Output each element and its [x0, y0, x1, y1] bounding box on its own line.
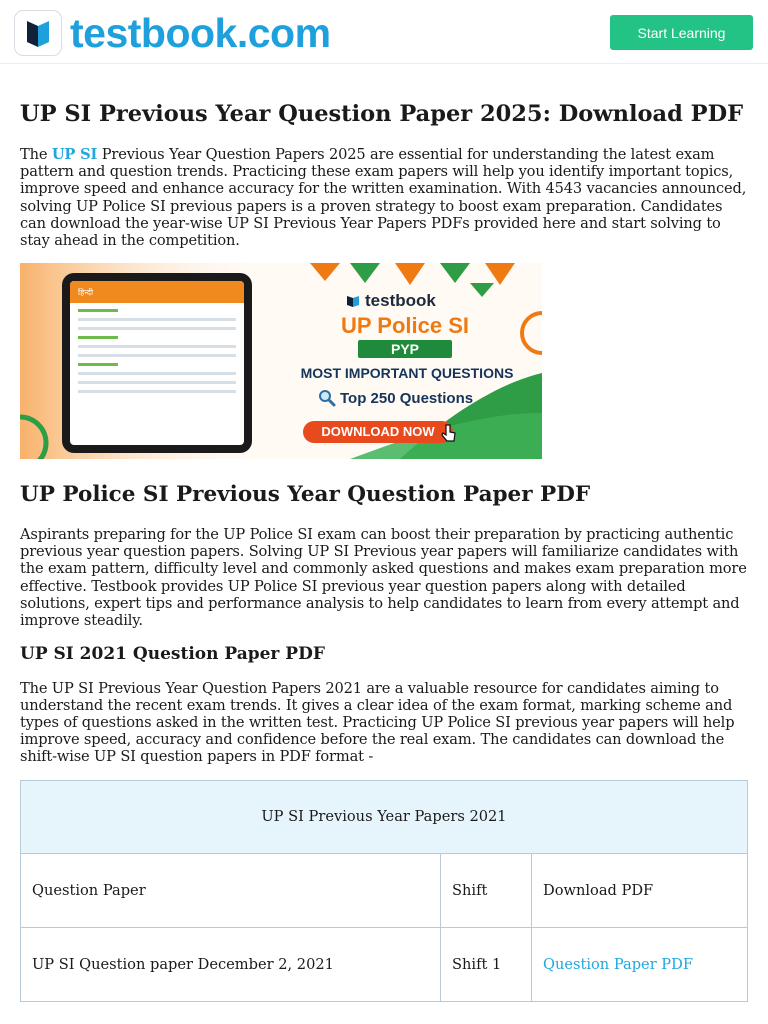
screen-line	[78, 327, 236, 330]
screen-line	[78, 372, 236, 375]
magnifier-icon	[318, 389, 336, 407]
screen-line	[78, 309, 118, 312]
intro-text: Previous Year Question Papers 2025 are essential for understanding the latest exam pattern and question trends. Practicing these exam papers will help you identify important topics, improve speed and enhance accuracy for the written examination. With 4543 vacancies announced, solving UP Police SI previous papers is a proven strategy to boost exam preparation. Candidates can download the year-wise UP SI Previous Year Papers PDFs provided here and start solving to stay ahead in the competition.	[20, 146, 747, 250]
table-header-row	[21, 853, 748, 927]
banner-pyp-badge: PYP	[358, 340, 452, 358]
banner-title: UP Police SI	[341, 313, 469, 339]
logo-text: testbook.com	[70, 9, 331, 56]
banner-download-now: DOWNLOAD NOW	[303, 421, 453, 443]
start-learning-button[interactable]: Start Learning	[610, 15, 753, 50]
screen-line	[78, 363, 118, 366]
pyp-banner-image[interactable]	[20, 263, 542, 459]
up-si-link[interactable]: UP SI	[51, 146, 98, 163]
question-paper-pdf-link[interactable]: Question Paper PDF	[543, 955, 693, 973]
hand-cursor-icon	[440, 423, 458, 443]
tablet-mockup	[62, 273, 252, 453]
testbook-mark-icon	[346, 294, 360, 308]
section-paragraph: Aspirants preparing for the UP Police SI exam can boost their preparation by practicing authentic previous year question papers. Solving UP SI Previous year papers will familiarize candidates with the exam pattern, difficulty level and commonly asked questions and makes exam preparation more effective. Testbook provides UP Police SI previous year question papers along with detailed solutions, expert tips and performance analysis to help candidates to learn from every attempt and improve steadily.	[20, 526, 747, 630]
testbook-logo[interactable]	[14, 10, 331, 56]
section-title: UP Police SI Previous Year Question Paper PDF	[20, 482, 591, 508]
page-title: UP SI Previous Year Question Paper 2025: Download PDF	[20, 101, 744, 127]
article	[20, 96, 750, 1002]
screen-line	[78, 390, 236, 393]
screen-line	[78, 354, 236, 357]
banner-brand	[346, 291, 436, 311]
table-caption: UP SI Previous Year Papers 2021	[21, 780, 748, 853]
screen-line	[78, 345, 236, 348]
header-shift: Shift	[441, 853, 532, 927]
intro-prefix: The	[20, 146, 52, 163]
testbook-logo-icon	[14, 10, 62, 56]
header-download-pdf: Download PDF	[532, 853, 748, 927]
table-caption-row	[21, 780, 748, 853]
row-paper-name: UP SI Question paper December 2, 2021	[21, 927, 441, 1001]
tablet-screen	[70, 281, 244, 445]
row-shift: Shift 1	[441, 927, 532, 1001]
banner-top-questions	[318, 389, 473, 407]
papers-table	[20, 780, 748, 1002]
tablet-screen-header: हिन्दी	[70, 281, 244, 303]
banner-subtitle: MOST IMPORTANT QUESTIONS	[300, 365, 514, 382]
table-row	[21, 927, 748, 1001]
banner-top-text: Top 250 Questions	[340, 389, 474, 407]
screen-line	[78, 381, 236, 384]
header-question-paper: Question Paper	[21, 853, 441, 927]
site-header	[0, 0, 768, 64]
subsection-title: UP SI 2021 Question Paper PDF	[20, 644, 325, 665]
subsection-paragraph: The UP SI Previous Year Question Papers 2021 are a valuable resource for candidates aiming to understand the recent exam trends. It gives a clear idea of the exam format, marking scheme and types of questions asked in the written test. Practicing UP Police SI previous year papers will help improve speed, accuracy and confidence before the real exam. The candidates can download the shift-wise UP SI question papers in PDF format -	[20, 679, 735, 766]
row-download-cell	[532, 927, 748, 1001]
screen-line	[78, 336, 118, 339]
screen-line	[78, 318, 236, 321]
intro-paragraph	[20, 146, 750, 249]
banner-brand-text: testbook	[365, 291, 436, 311]
